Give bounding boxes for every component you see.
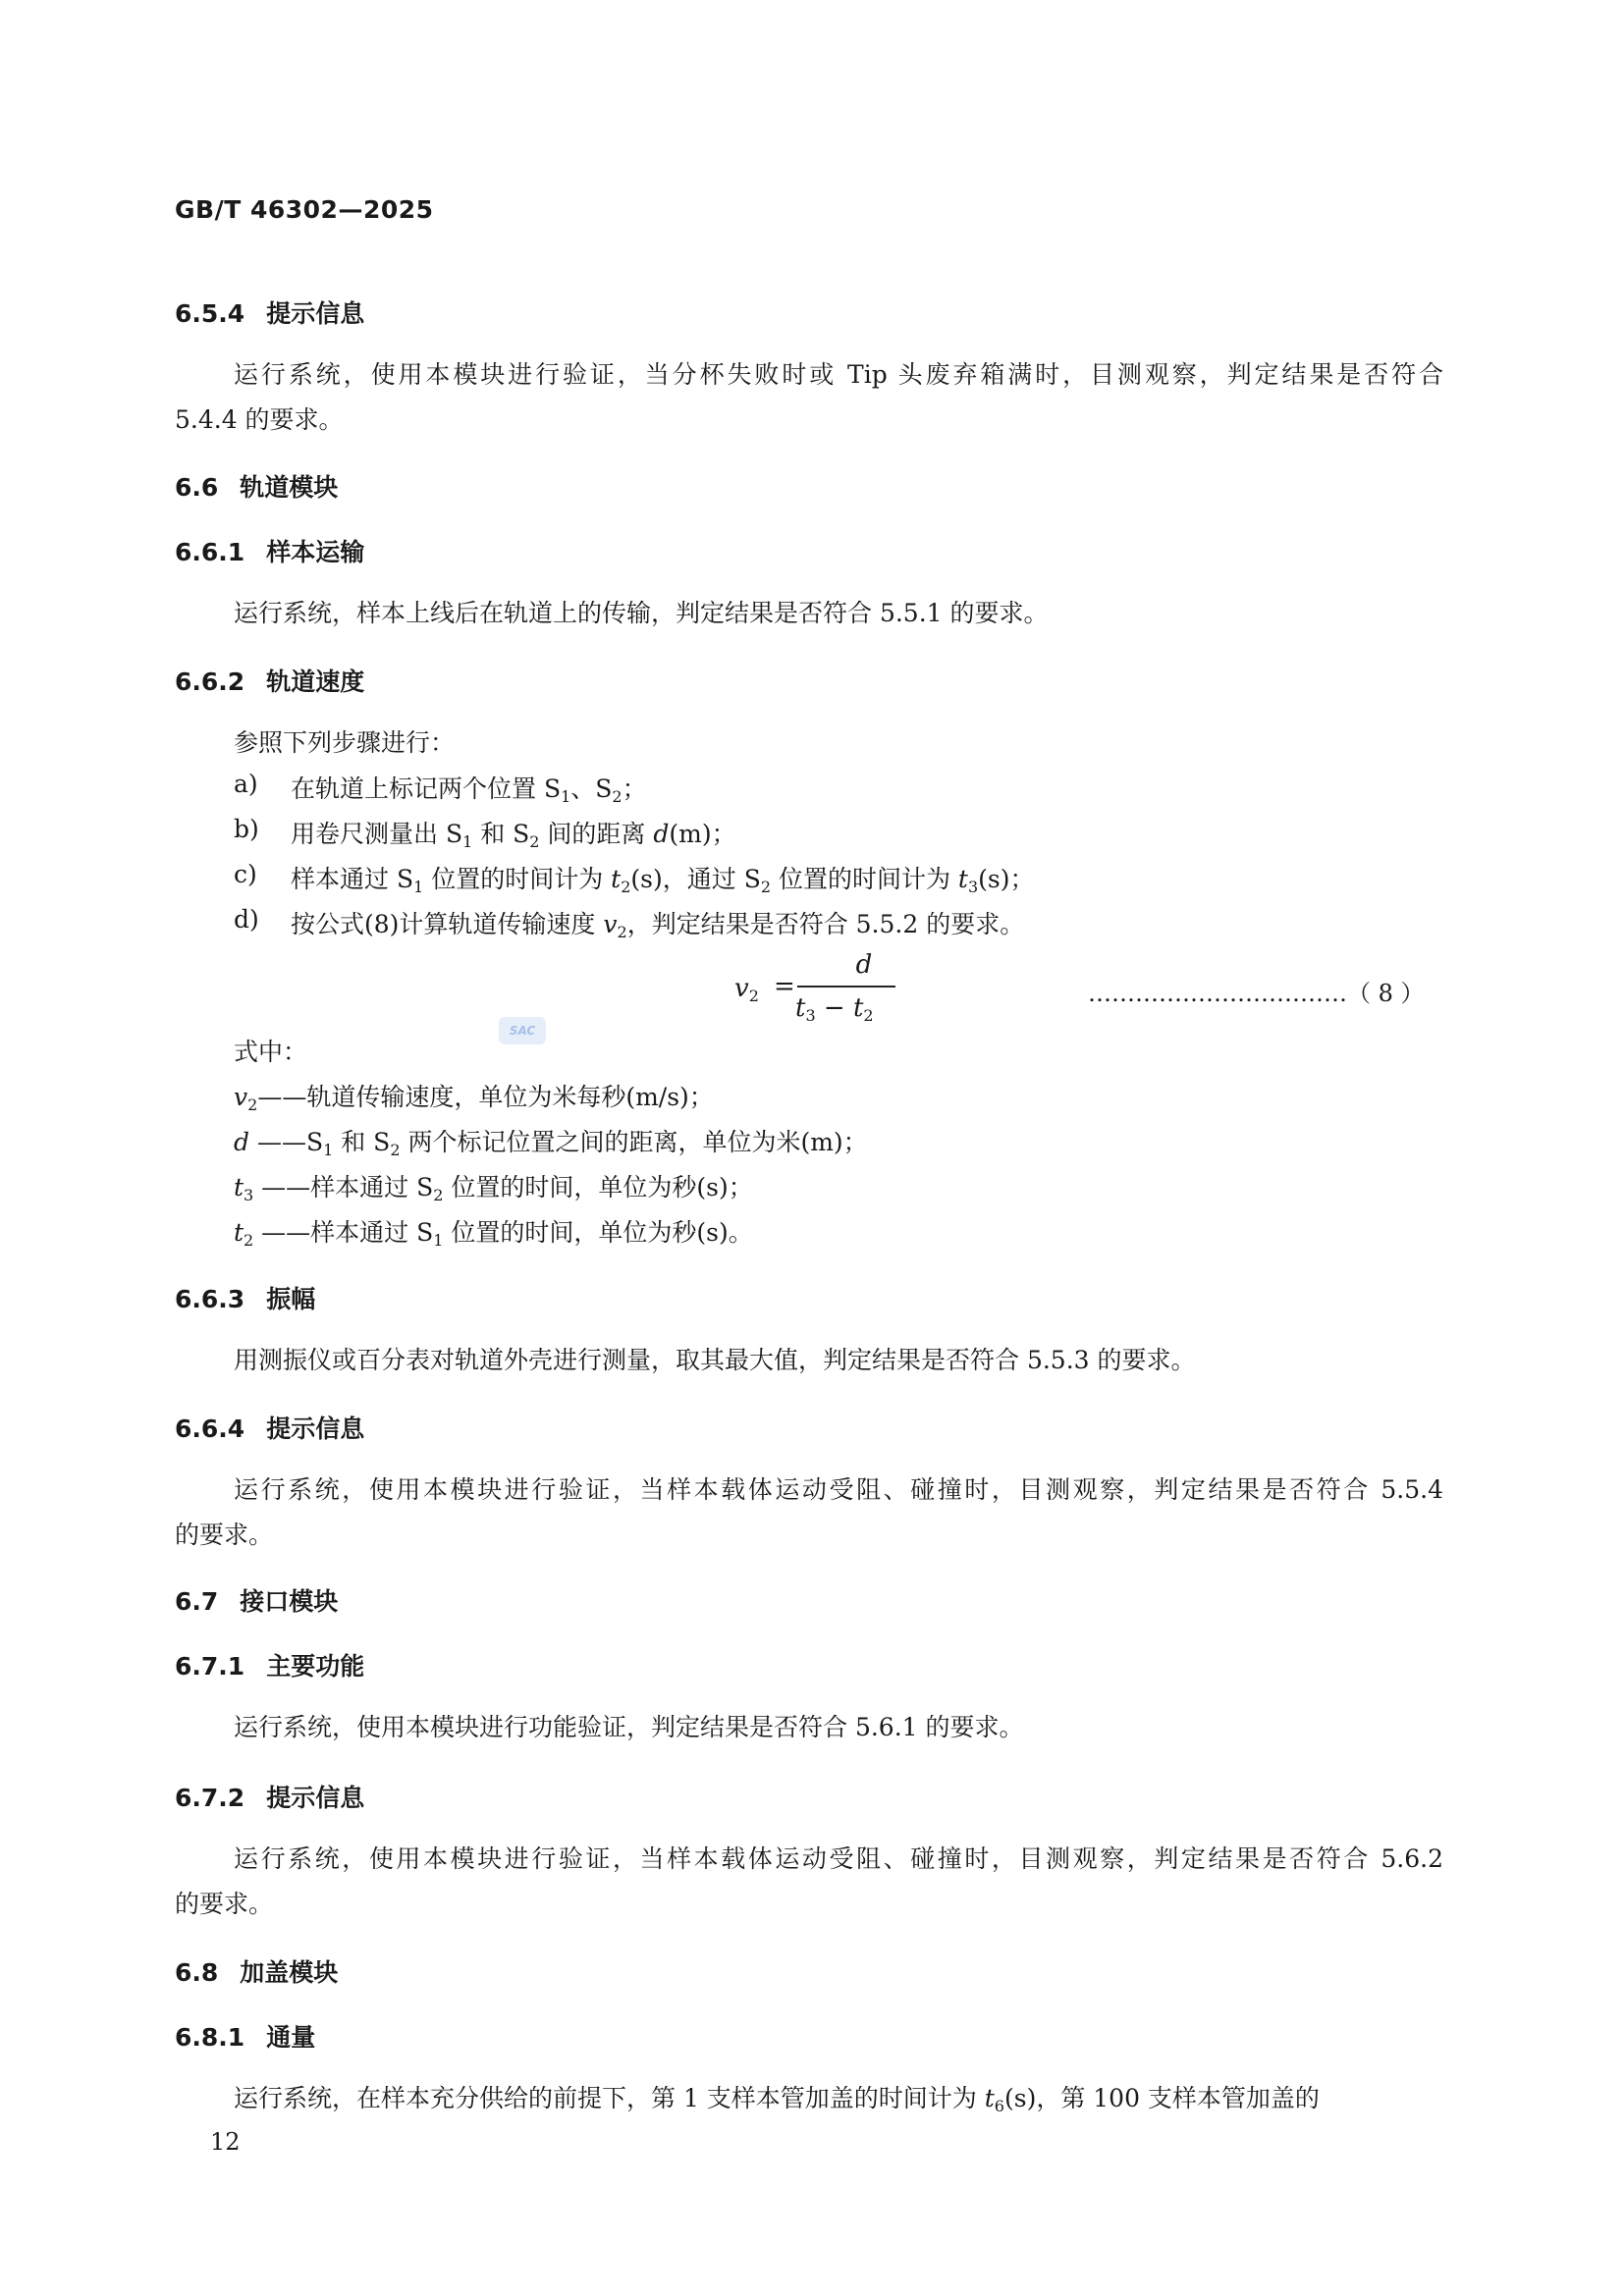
section-number: 6.6.2 (175, 667, 245, 696)
paragraph-line: 运行系统，在样本充分供给的前提下，第 1 支样本管加盖的时间计为 $t_6(s)$，第 100 支样本管加盖的 (234, 2084, 1320, 2115)
fraction-bar (797, 986, 895, 988)
formula-8 (734, 950, 892, 1029)
variable-definition: d $——S_1$ 和 $S_2$ 两个标记位置之间的距离，单位为米(m)； (234, 1128, 868, 1159)
section-heading-6-6-2 (175, 663, 364, 698)
formula-denominator: $t_3 - t_2$ (795, 993, 874, 1025)
variable-definition: $v_2——$轨道传输速度，单位为米每秒(m/s)； (234, 1083, 714, 1114)
section-number: 6.8.1 (175, 2023, 245, 2052)
paragraph-line: 运行系统，样本上线后在轨道上的传输，判定结果是否符合 5.5.1 的要求。 (234, 599, 1049, 627)
section-number: 6.8 (175, 1958, 219, 1987)
section-heading-6-7-1 (175, 1647, 364, 1682)
section-heading-6-7-2 (175, 1779, 364, 1814)
section-title: 样本运输 (266, 538, 365, 566)
list-item-text: 在轨道上标记两个位置 $S_1$、$S_2$； (291, 774, 647, 806)
formula-lhs: $v_2$ (734, 974, 759, 1005)
section-heading-6-6 (175, 468, 338, 504)
section-number: 6.7 (175, 1587, 219, 1616)
list-item-text: 样本通过 $S_1$ 位置的时间计为 $t_2(s)$，通过 $S_2$ 位置的时间计为 $t_3(s)$； (291, 865, 1035, 896)
formula-numerator: d (855, 950, 873, 980)
paragraph-line: 运行系统，使用本模块进行验证，当分杯失败时或 Tip 头废弃箱满时，目测观察，判定结果是否符合 (234, 360, 1443, 389)
paragraph-line: 用测振仪或百分表对轨道外壳进行测量，取其最大值，判定结果是否符合 5.5.3 的要求。 (234, 1346, 1196, 1374)
paragraph-line: 的要求。 (175, 1890, 274, 1918)
section-title: 轨道速度 (266, 667, 365, 696)
standard-code: GB/T 46302—2025 (175, 195, 434, 224)
paragraph-line: 运行系统，使用本模块进行验证，当样本载体运动受阻、碰撞时，目测观察，判定结果是否符合 5.5.4 (234, 1475, 1443, 1504)
list-item-label: b) (234, 815, 259, 843)
variable-definition: $t_3$ ——样本通过 $S_2$ 位置的时间，单位为秒(s)； (234, 1173, 753, 1204)
watermark-logo: SAC (499, 1017, 546, 1044)
section-title: 加盖模块 (240, 1958, 339, 1987)
where-label: 式中： (234, 1038, 308, 1066)
equation-number: ……………………………（ 8 ） (1088, 980, 1425, 1007)
section-number: 6.6.3 (175, 1285, 245, 1313)
section-number: 6.6 (175, 473, 219, 502)
list-item-label: a) (234, 770, 258, 798)
section-number: 6.6.4 (175, 1415, 245, 1443)
section-title: 主要功能 (266, 1652, 365, 1681)
list-item-label: c) (234, 860, 257, 888)
variable-definition: $t_2$ ——样本通过 $S_1$ 位置的时间，单位为秒(s)。 (234, 1218, 753, 1250)
paragraph-line: 运行系统，使用本模块进行验证，当样本载体运动受阻、碰撞时，目测观察，判定结果是否符合 5.6.2 (234, 1844, 1443, 1873)
section-number: 6.6.1 (175, 538, 245, 566)
paragraph-line: 5.4.4 的要求。 (175, 405, 344, 434)
section-title: 轨道模块 (240, 473, 339, 502)
section-title: 接口模块 (240, 1587, 339, 1616)
procedure-intro: 参照下列步骤进行： (234, 728, 456, 757)
section-heading-6-6-4 (175, 1410, 364, 1445)
section-title: 提示信息 (266, 1415, 365, 1443)
section-number: 6.5.4 (175, 299, 245, 328)
list-item-label: d) (234, 905, 259, 934)
section-heading-6-6-1 (175, 533, 364, 568)
formula-equals: = (774, 972, 795, 1001)
section-heading-6-5-4 (175, 294, 364, 330)
section-number: 6.7.1 (175, 1652, 245, 1681)
paragraph-line: 的要求。 (175, 1521, 274, 1549)
section-number: 6.7.2 (175, 1784, 245, 1812)
list-item-text: 按公式(8)计算轨道传输速度 $v_2$，判定结果是否符合 5.5.2 的要求。 (291, 910, 1025, 941)
paragraph-line: 运行系统，使用本模块进行功能验证，判定结果是否符合 5.6.1 的要求。 (234, 1713, 1024, 1741)
section-title: 提示信息 (266, 299, 365, 328)
list-item-text: 用卷尺测量出 $S_1$ 和 $S_2$ 间的距离 d(m)； (291, 820, 736, 851)
section-heading-6-6-3 (175, 1280, 315, 1315)
section-title: 提示信息 (266, 1784, 365, 1812)
section-heading-6-8 (175, 1953, 338, 1989)
section-heading-6-8-1 (175, 2018, 315, 2054)
section-title: 振幅 (266, 1285, 316, 1313)
page-number: 12 (210, 2128, 241, 2156)
section-title: 通量 (266, 2023, 316, 2052)
section-heading-6-7 (175, 1582, 338, 1618)
